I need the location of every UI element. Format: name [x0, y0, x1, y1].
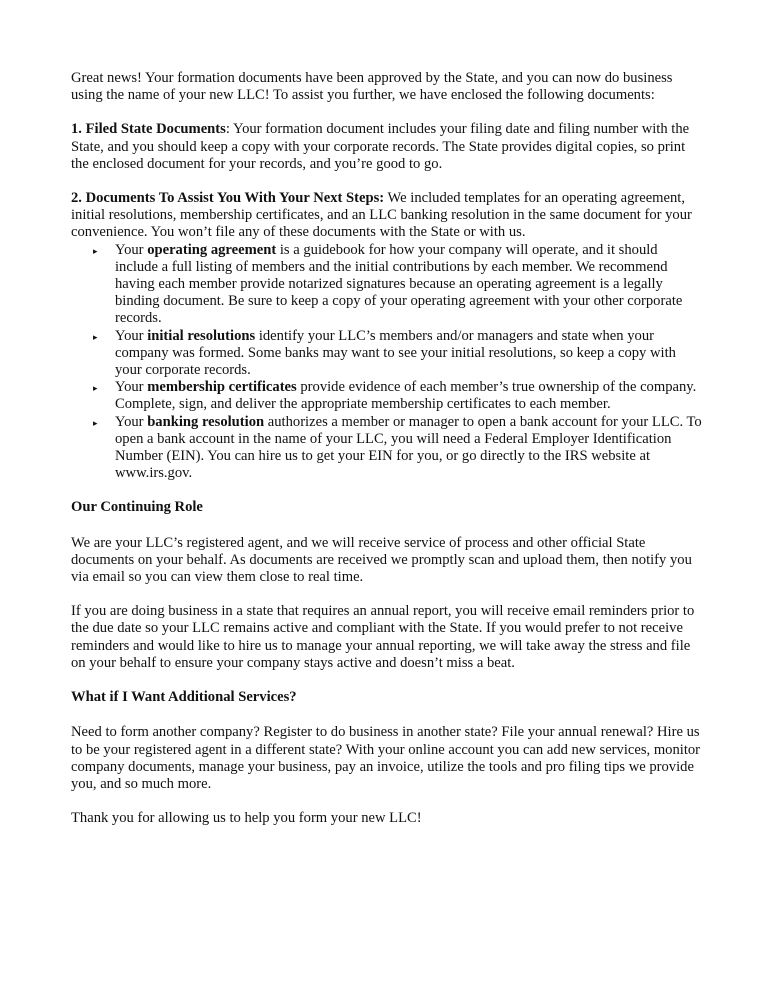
services-paragraph: Need to form another company? Register to do business in another state? File your annual renewal? Hire us to be your registered agent in a different state? With your online account you can add new services, monitor company documents, manage your business, pay an invoice, utilize the tools and pro filing tips we provide you, and so much more. — [71, 724, 701, 792]
bullet-icon: ▸ — [93, 417, 98, 428]
role-paragraph-1: We are your LLC’s registered agent, and we will receive service of process and other official State documents on your behalf. As documents are received we promptly scan and upload them, then notify you via email so you can view them close to real time. — [71, 534, 692, 586]
heading-additional-services: What if I Want Additional Services? — [71, 689, 297, 706]
role-paragraph-2: If you are doing business in a state that requires an annual report, you will receive email reminders prior to the due date so your LLC remains active and compliant with the State. If you would prefer to not receive reminders and would like to hire us to manage your annual reporting, we will take away the stress and file on your behalf to ensure your company stays active and doesn’t miss a beat. — [71, 603, 695, 671]
list-item-banking-resolution: ▸ Your banking resolution authorizes a member or manager to open a bank account for your LLC. To open a bank account in the name of your LLC, you will need a Federal Employer Identification Number (EIN). You can hire us to get your EIN for you, or go directly to the IRS website at www.irs.gov. — [93, 413, 702, 482]
term-initial-resolutions: initial resolutions — [147, 327, 256, 344]
section-filed-state-documents — [71, 121, 703, 173]
bullet-icon: ▸ — [93, 383, 98, 394]
list-item-initial-resolutions: ▸ Your initial resolutions identify your LLC’s members and/or managers and state when your company was formed. Some banks may want to see your initial resolutions, so keep a copy with your corporate records. — [93, 327, 676, 379]
list-item-operating-agreement: ▸ Your operating agreement is a guidebook for how your company will operate, and it should include a full listing of members and the initial contributions by each member. We recommend having each member provide notarized signatures because an operating agreement is a legally binding document. Be sure to keep a copy of your operating agreement with your other corporate records. — [93, 241, 683, 327]
bullet-icon: ▸ — [93, 245, 98, 256]
closing-line: Thank you for allowing us to help you form your new LLC! — [71, 810, 422, 827]
intro-paragraph: Great news! Your formation documents have been approved by the State, and you can now do business using the name of your new LLC! To assist you further, we have enclosed the following documents: — [71, 70, 673, 104]
documents-list — [71, 242, 703, 483]
list-item-membership-certificates: ▸ Your membership certificates provide evidence of each member’s true ownership of the company. Complete, sign, and deliver the appropriate membership certificates to each member. — [93, 379, 697, 413]
term-banking-resolution: banking resolution — [147, 413, 265, 430]
section-text: : Your formation document includes your filing date and filing number with the State, and you should keep a copy with your corporate records. The State provides digital copies, so print the enclosed document for your records, and you’re good to go. — [71, 121, 690, 172]
section-title: 1. Filed State Documents — [71, 121, 226, 138]
term-membership-certificates: membership certificates — [147, 379, 297, 396]
section-title: 2. Documents To Assist You With Your Next Steps: — [71, 190, 385, 207]
letter-body — [71, 70, 703, 843]
heading-continuing-role: Our Continuing Role — [71, 499, 203, 516]
term-operating-agreement: operating agreement — [147, 241, 277, 258]
section-next-steps — [71, 190, 703, 242]
section-text: We included templates for an operating agreement, initial resolutions, membership certificates, and an LLC banking resolution in the same document for your convenience. You won’t file any of these documents with the State or with us. — [71, 190, 692, 241]
bullet-icon: ▸ — [93, 331, 98, 342]
